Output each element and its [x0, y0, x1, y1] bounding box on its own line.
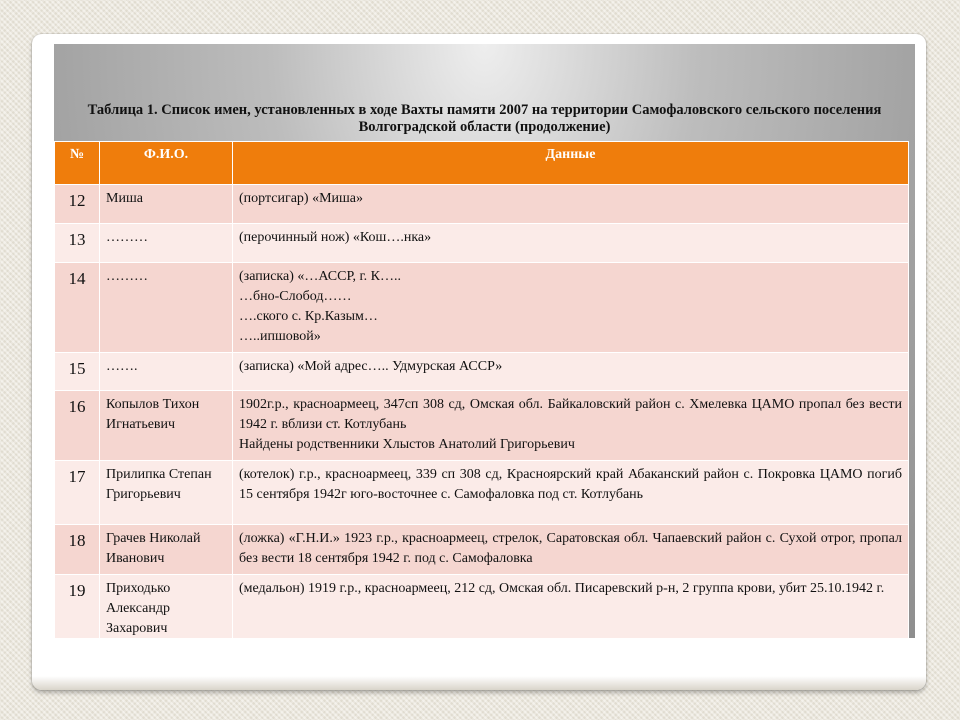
row-number: 18 — [55, 525, 100, 575]
row-name: ……… — [100, 263, 233, 353]
row-data: (записка) «…АССР, г. К….. …бно-Слобод…… ….ского с. Кр.Казым… …..ипшовой» — [233, 263, 909, 353]
table-row — [55, 263, 909, 353]
row-data: (портсигар) «Миша» — [233, 185, 909, 224]
names-table — [54, 141, 909, 638]
row-data: (медальон) 1919 г.р., красноармеец, 212 сд, Омская обл. Писаревский р-н, 2 группа крови, убит 25.10.1942 г. — [233, 575, 909, 639]
row-name: Миша — [100, 185, 233, 224]
row-number: 17 — [55, 461, 100, 525]
row-number: 14 — [55, 263, 100, 353]
table-row — [55, 185, 909, 224]
header-num: № — [55, 142, 100, 185]
table-row — [55, 461, 909, 525]
table-row — [55, 391, 909, 461]
row-data: (котелок) г.р., красноармеец, 339 сп 308 сд, Красноярский край Абаканский район с. Покровка ЦАМО погиб 15 сентября 1942г юго-восточнее с. Самофаловка под ст. Котлубань — [233, 461, 909, 525]
row-number: 12 — [55, 185, 100, 224]
header-name: Ф.И.О. — [100, 142, 233, 185]
row-number: 15 — [55, 353, 100, 391]
row-data: (записка) «Мой адрес….. Удмурская АССР» — [233, 353, 909, 391]
row-name: ……… — [100, 224, 233, 263]
table-title: Таблица 1. Список имен, установленных в ходе Вахты памяти 2007 на территории Самофаловского сельского поселения Волгоградской области (продолжение) — [87, 102, 882, 135]
table-row — [55, 353, 909, 391]
row-name: Грачев Николай Иванович — [100, 525, 233, 575]
row-data: (ложка) «Г.Н.И.» 1923 г.р., красноармеец, стрелок, Саратовская обл. Чапаевский район с. Сухой отрог, пропал без вести 18 сентября 1942 г. под с. Самофаловка — [233, 525, 909, 575]
table-row — [55, 525, 909, 575]
header-data: Данные — [233, 142, 909, 185]
table-row — [55, 224, 909, 263]
row-data: 1902г.р., красноармеец, 347сп 308 сд, Омская обл. Байкаловский район с. Хмелевка ЦАМО пропал без вести 1942 г. вблизи ст. Котлубань Найдены родственники Хлыстов Анатолий Григорьевич — [233, 391, 909, 461]
row-name: Копылов Тихон Игнатьевич — [100, 391, 233, 461]
table-row — [55, 575, 909, 639]
row-name: Приходько Александр Захарович — [100, 575, 233, 639]
table-header-row — [55, 142, 909, 185]
row-data: (перочинный нож) «Кош….нка» — [233, 224, 909, 263]
row-number: 13 — [55, 224, 100, 263]
slide-card-edge — [32, 676, 926, 690]
row-number: 19 — [55, 575, 100, 639]
row-name: Прилипка Степан Григорьевич — [100, 461, 233, 525]
slide-content — [54, 44, 915, 638]
row-number: 16 — [55, 391, 100, 461]
row-name: ……. — [100, 353, 233, 391]
